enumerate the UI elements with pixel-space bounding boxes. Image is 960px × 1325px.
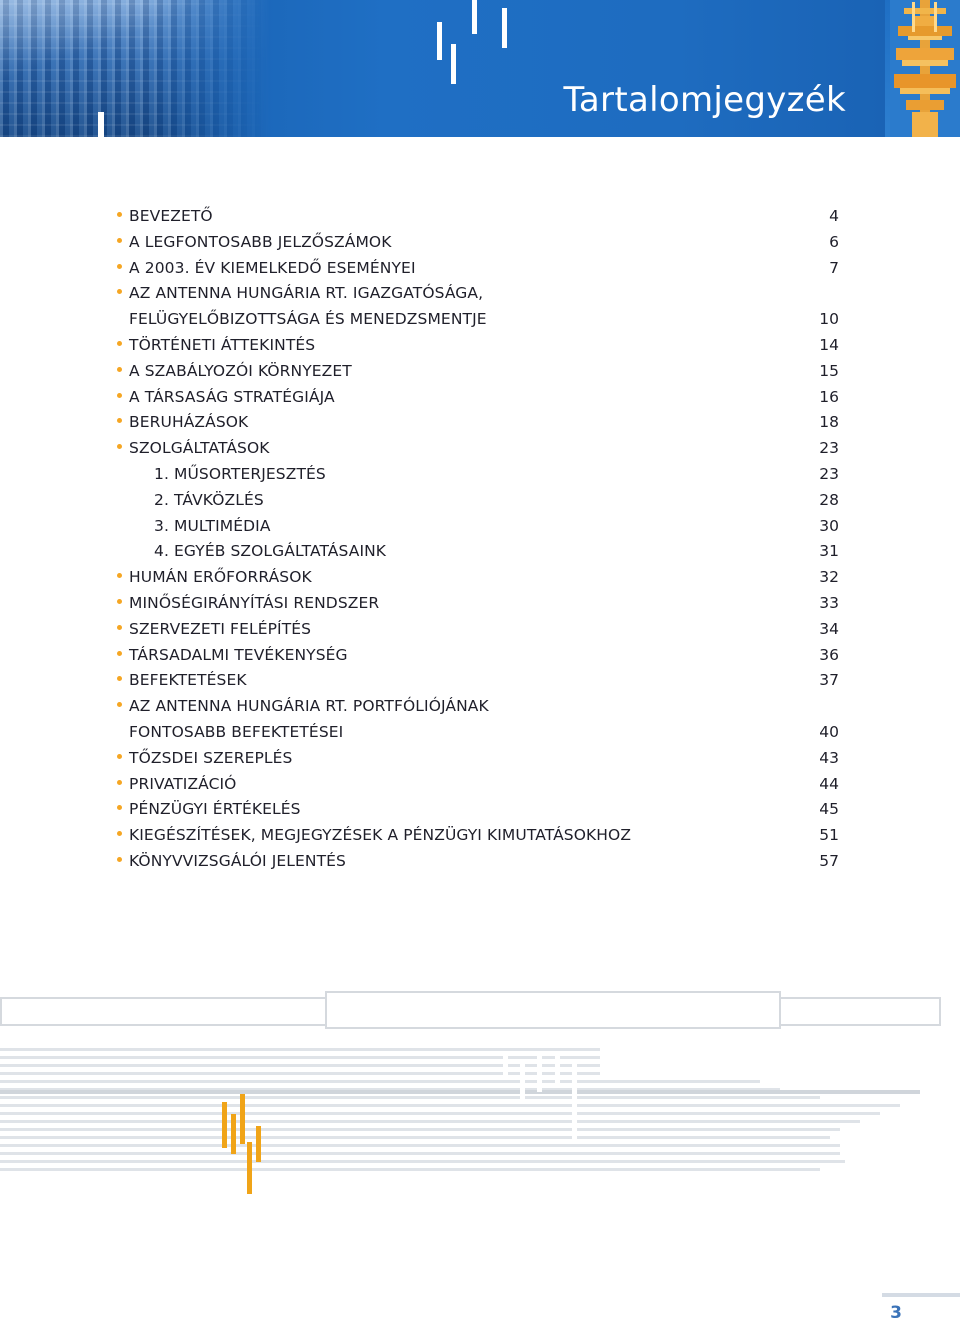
toc-label: A LEGFONTOSABB JELZŐSZÁMOK <box>129 232 392 251</box>
toc-label: BERUHÁZÁSOK <box>129 413 249 432</box>
toc-page-number: 30 <box>819 516 839 535</box>
bullet-icon <box>117 264 122 269</box>
toc-page-number: 31 <box>819 542 839 561</box>
toc-row[interactable] <box>112 436 842 462</box>
toc-page-number: 44 <box>819 774 839 793</box>
toc-row[interactable] <box>112 694 842 720</box>
bullet-icon <box>117 341 122 346</box>
toc-row[interactable] <box>112 204 842 230</box>
bullet-icon <box>117 676 122 681</box>
toc-label: 1. MŰSORTERJESZTÉS <box>154 464 326 483</box>
toc-label: PÉNZÜGYI ÉRTÉKELÉS <box>129 800 301 819</box>
toc-label: FONTOSABB BEFEKTETÉSEI <box>129 722 344 741</box>
toc-label: FELÜGYELŐBIZOTTSÁGA ÉS MENEDZSMENTJE <box>129 310 487 329</box>
page-number: 3 <box>890 1303 902 1323</box>
page-title: Tartalomjegyzék <box>563 80 846 120</box>
toc-row[interactable] <box>112 668 842 694</box>
toc-page-number: 4 <box>829 207 839 225</box>
toc-row[interactable] <box>112 514 842 540</box>
toc-label: TÁRSADALMI TEVÉKENYSÉG <box>129 645 348 664</box>
toc-page-number: 40 <box>819 722 839 741</box>
toc-row[interactable] <box>112 307 842 333</box>
toc-page-number: 23 <box>819 464 839 483</box>
toc-label: SZOLGÁLTATÁSOK <box>129 439 270 458</box>
toc-row[interactable] <box>112 333 842 359</box>
toc-label: 4. EGYÉB SZOLGÁLTATÁSAINK <box>154 542 387 561</box>
toc-page-number: 7 <box>829 258 839 277</box>
toc-row[interactable] <box>112 772 842 798</box>
bullet-icon <box>117 444 122 449</box>
bullet-icon <box>117 418 122 423</box>
toc-row[interactable] <box>112 256 842 282</box>
toc-page-number: 51 <box>819 826 839 845</box>
toc-label: PRIVATIZÁCIÓ <box>129 774 237 793</box>
toc-page-number: 15 <box>819 361 839 380</box>
toc-row[interactable] <box>112 565 842 591</box>
bullet-icon <box>117 780 122 785</box>
toc-page-number: 57 <box>819 851 839 870</box>
bullet-icon <box>117 805 122 810</box>
toc-page-number: 34 <box>819 619 839 638</box>
toc-label: TÖRTÉNETI ÁTTEKINTÉS <box>129 335 316 354</box>
toc-label: A TÁRSASÁG STRATÉGIÁJA <box>129 387 335 406</box>
bullet-icon <box>117 238 122 243</box>
toc-row[interactable] <box>112 823 842 849</box>
toc-row[interactable] <box>112 643 842 669</box>
toc-label: HUMÁN ERŐFORRÁSOK <box>129 568 312 587</box>
toc-label: BEFEKTETÉSEK <box>129 671 247 690</box>
toc-page-number: 45 <box>819 800 839 819</box>
table-of-contents <box>112 204 842 875</box>
toc-row[interactable] <box>112 720 842 746</box>
tv-tower-image <box>890 0 960 137</box>
toc-page-number: 33 <box>819 593 839 612</box>
bullet-icon <box>117 702 122 707</box>
toc-page-number: 14 <box>819 335 839 354</box>
bullet-icon <box>117 625 122 630</box>
toc-label: A 2003. ÉV KIEMELKEDŐ ESEMÉNYEI <box>129 258 416 277</box>
toc-label: TŐZSDEI SZEREPLÉS <box>129 748 293 767</box>
decorative-lines-graphic <box>0 990 960 1210</box>
toc-row[interactable] <box>112 385 842 411</box>
toc-page-number: 23 <box>819 439 839 458</box>
toc-label: AZ ANTENNA HUNGÁRIA RT. IGAZGATÓSÁGA, <box>129 284 484 303</box>
toc-label: KÖNYVVIZSGÁLÓI JELENTÉS <box>129 851 346 870</box>
toc-label: KIEGÉSZÍTÉSEK, MEGJEGYZÉSEK A PÉNZÜGYI KIMUTATÁSOKHOZ <box>129 826 632 845</box>
header-banner <box>0 0 960 137</box>
bullet-icon <box>117 393 122 398</box>
toc-page-number: 10 <box>819 310 839 329</box>
bullet-icon <box>117 289 122 294</box>
page-number-rule <box>882 1293 960 1297</box>
toc-page-number: 6 <box>829 232 839 251</box>
toc-row[interactable] <box>112 617 842 643</box>
toc-row[interactable] <box>112 797 842 823</box>
toc-row[interactable] <box>112 539 842 565</box>
toc-page-number: 16 <box>819 387 839 406</box>
bullet-icon <box>117 857 122 862</box>
toc-page-number: 32 <box>819 568 839 587</box>
toc-label: 3. MULTIMÉDIA <box>154 516 271 535</box>
bullet-icon <box>117 367 122 372</box>
toc-label: SZERVEZETI FELÉPÍTÉS <box>129 619 312 638</box>
toc-row[interactable] <box>112 746 842 772</box>
city-skyline-overlay <box>0 0 270 137</box>
bullet-icon <box>117 573 122 578</box>
toc-label: MINŐSÉGIRÁNYÍTÁSI RENDSZER <box>129 593 380 612</box>
toc-label: A SZABÁLYOZÓI KÖRNYEZET <box>129 361 352 380</box>
bullet-icon <box>117 212 122 217</box>
toc-row[interactable] <box>112 462 842 488</box>
toc-row[interactable] <box>112 359 842 385</box>
toc-row[interactable] <box>112 230 842 256</box>
toc-page-number: 43 <box>819 748 839 767</box>
bullet-icon <box>117 831 122 836</box>
toc-row[interactable] <box>112 410 842 436</box>
toc-row[interactable] <box>112 591 842 617</box>
toc-row[interactable] <box>112 849 842 875</box>
bullet-icon <box>117 651 122 656</box>
bullet-icon <box>117 754 122 759</box>
toc-page-number: 28 <box>819 490 839 509</box>
toc-page-number: 18 <box>819 413 839 432</box>
toc-row[interactable] <box>112 281 842 307</box>
toc-label: AZ ANTENNA HUNGÁRIA RT. PORTFÓLIÓJÁNAK <box>129 697 489 716</box>
toc-page-number: 37 <box>819 671 839 690</box>
toc-page-number: 36 <box>819 645 839 664</box>
bullet-icon <box>117 599 122 604</box>
toc-label: 2. TÁVKÖZLÉS <box>154 490 264 509</box>
toc-row[interactable] <box>112 488 842 514</box>
toc-label: BEVEZETŐ <box>129 207 213 225</box>
